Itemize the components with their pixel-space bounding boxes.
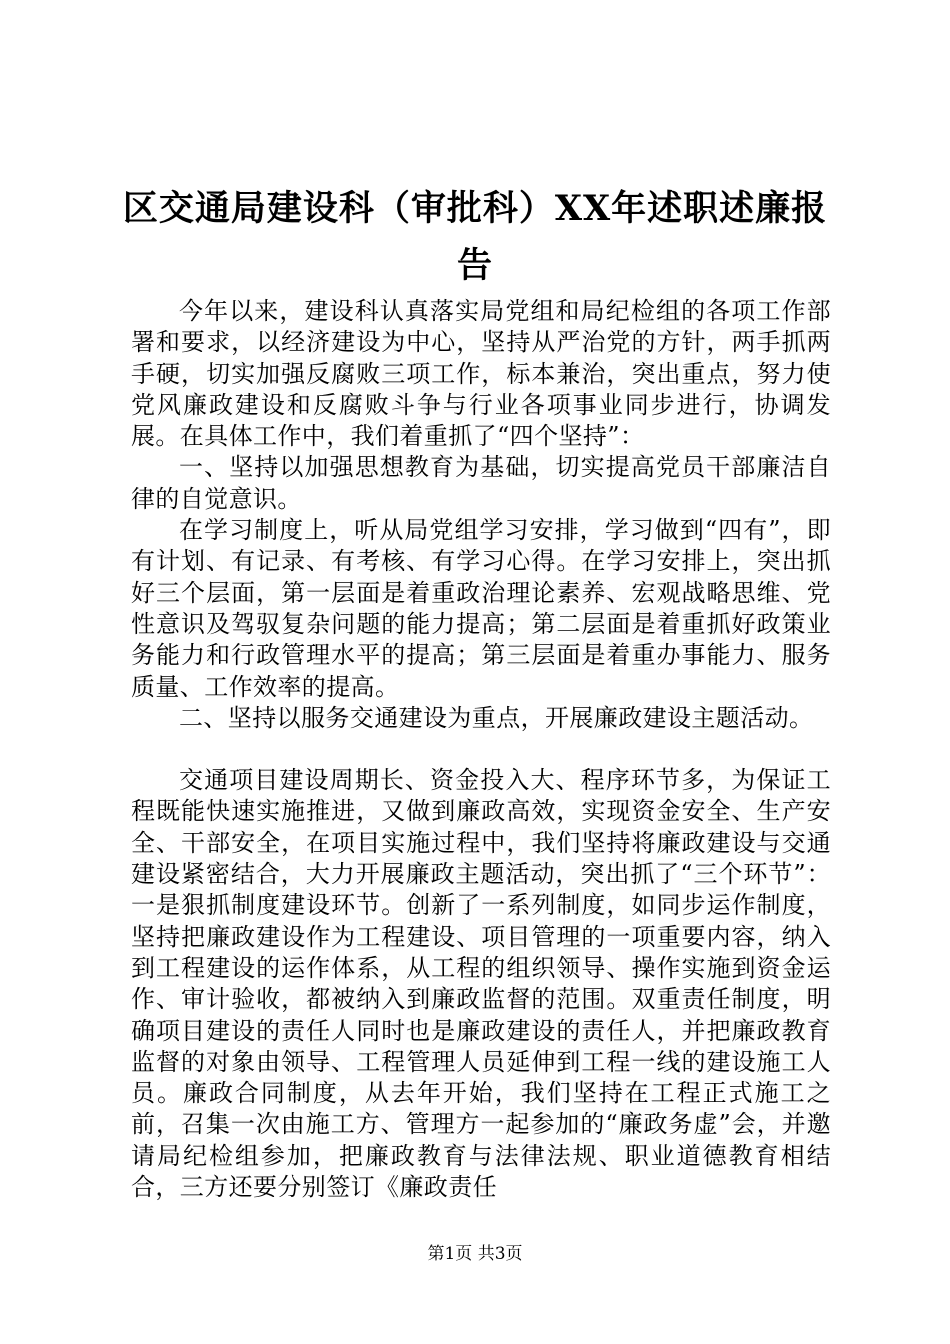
page-footer: 第1页 共3页 xyxy=(427,1244,523,1264)
section-heading-2: 二、坚持以服务交通建设为重点，开展廉政建设主题活动。 xyxy=(179,703,814,732)
document-title: 区交通局建设科（审批科）XX年述职述廉报 xyxy=(122,188,828,229)
document-body xyxy=(131,296,831,1203)
document-title-continued: 告 xyxy=(456,245,493,286)
section-heading-1: 一、坚持以加强思想教育为基础，切实提高党员干部廉洁自律的自觉意识。 xyxy=(131,453,831,513)
intro-paragraph: 今年以来，建设科认真落实局党组和局纪检组的各项工作部署和要求，以经济建设为中心，坚持从严治党的方针，两手抓两手硬，切实加强反腐败三项工作，标本兼治，突出重点，努力使党风廉政建设和反腐败斗争与行业各项事业同步进行，协调发展。在具体工作中，我们着重抓了“四个坚持”： xyxy=(131,297,831,451)
study-system-paragraph: 在学习制度上，听从局党组学习安排，学习做到“四有”，即有计划、有记录、有考核、有学习心得。在学习安排上，突出抓好三个层面，第一层面是着重政治理论素养、宏观战略思维、党性意识及驾驭复杂问题的能力提高；第二层面是着重抓好政策业务能力和行政管理水平的提高；第三层面是着重办事能力、服务质量、工作效率的提高。 xyxy=(131,516,831,701)
project-construction-paragraph: 交通项目建设周期长、资金投入大、程序环节多，为保证工程既能快速实施推进，又做到廉政高效，实现资金安全、生产安全、干部安全，在项目实施过程中，我们坚持将廉政建设与交通建设紧密结合，大力开展廉政主题活动，突出抓了“三个环节”：一是狠抓制度建设环节。创新了一系列制度，如同步运作制度，坚持把廉政建设作为工程建设、项目管理的一项重要内容，纳入到工程建设的运作体系，从工程的组织领导、操作实施到资金运作、审计验收，都被纳入到廉政监督的范围。双重责任制度，明确项目建设的责任人同时也是廉政建设的责任人，并把廉政教育监督的对象由领导、工程管理人员延伸到工程一线的建设施工人员。廉政合同制度，从去年开始，我们坚持在工程正式施工之前，召集一次由施工方、管理方一起参加的“廉政务虚”会，并邀请局纪检组参加，把廉政教育与法律法规、职业道德教育相结合，三方还要分别签订《廉政责任 xyxy=(131,766,831,1202)
